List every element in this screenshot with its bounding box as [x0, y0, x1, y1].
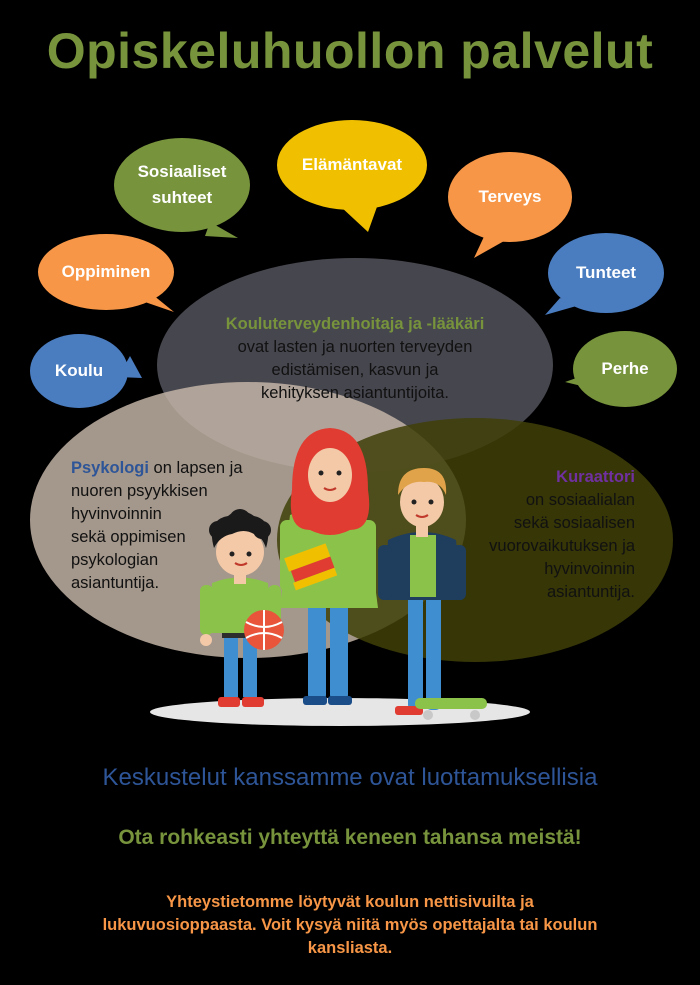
venn-text-school-nurse	[195, 313, 515, 405]
confidential-message: Keskustelut kanssamme ovat luottamuksellisia	[102, 764, 598, 791]
venn-text-social-worker	[455, 466, 635, 604]
venn-line: sekä sosiaalisen	[513, 514, 635, 532]
venn-line: asiantuntija.	[71, 574, 160, 592]
bubble-label-perhe: Perhe	[601, 359, 649, 378]
bubble-label-koulu: Koulu	[54, 361, 104, 380]
bubble-label-line: Sosiaaliset	[137, 162, 227, 181]
venn-line: vuorovaikutuksen ja	[489, 537, 635, 555]
bubble-label-oppiminen: Oppiminen	[61, 262, 151, 281]
venn-line: sekä oppimisen	[71, 528, 186, 546]
venn-line: hyvinvoinnin	[71, 505, 162, 523]
info-line: kansliasta.	[307, 939, 393, 957]
venn-text-psychologist	[71, 457, 276, 595]
venn-line: on lapsen ja	[148, 459, 243, 477]
venn-line: hyvinvoinnin	[544, 560, 635, 578]
venn-line: asiantuntija.	[546, 583, 635, 601]
venn-line: ovat lasten ja nuorten terveyden	[237, 338, 473, 356]
info-line: Yhteystietomme löytyvät koulun nettisivuilta ja	[166, 893, 534, 911]
venn-line: psykologian	[71, 551, 159, 569]
contact-message: Ota rohkeasti yhteyttä keneen tahansa meistä!	[118, 826, 582, 849]
role-social-worker: Kuraattori	[556, 468, 635, 486]
info-line: lukuvuosioppaasta. Voit kysyä niitä myös opettajalta tai koulun	[102, 916, 598, 934]
venn-line: nuoren psyykkisen	[71, 482, 208, 500]
role-psychologist: Psykologi	[71, 459, 149, 477]
venn-line: on sosiaalialan	[525, 491, 635, 509]
bubble-label-terveys: Terveys	[478, 187, 542, 206]
bubble-label-line: suhteet	[151, 188, 213, 207]
bubble-label-sosiaaliset-suhteet	[114, 159, 250, 211]
bubble-label-elamantavat: Elämäntavat	[301, 155, 403, 174]
role-school-nurse: Kouluterveydenhoitaja ja -lääkäri	[225, 315, 485, 333]
venn-line: edistämisen, kasvun ja	[271, 361, 439, 379]
contact-info-message	[100, 891, 600, 960]
bubble-label-tunteet: Tunteet	[575, 263, 637, 282]
venn-line: kehityksen asiantuntijoita.	[260, 384, 450, 402]
girl-with-books-illustration	[280, 428, 378, 705]
page-title: Opiskeluhuollon palvelut	[46, 23, 654, 79]
